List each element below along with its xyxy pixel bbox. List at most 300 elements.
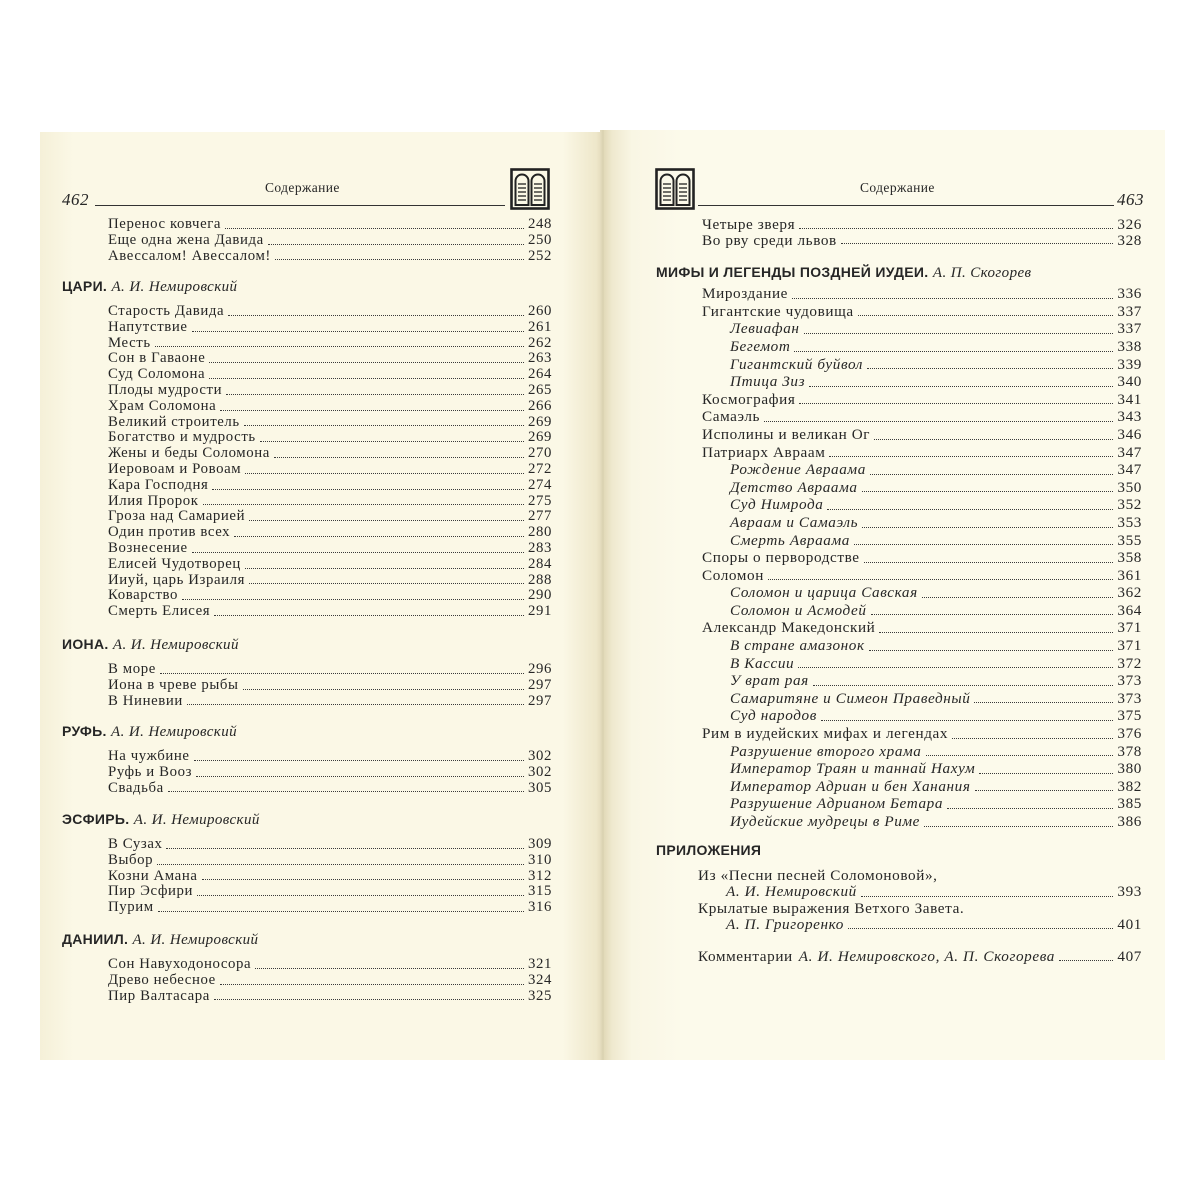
dot-leader	[798, 667, 1113, 668]
dot-leader	[862, 491, 1114, 492]
entry-page-number: 252	[528, 247, 552, 264]
dot-leader	[274, 457, 524, 458]
entry-page-number: 290	[528, 587, 552, 604]
dot-leader	[794, 351, 1113, 352]
toc-subentry	[656, 320, 1142, 338]
toc-entry	[62, 336, 552, 352]
page-number: 463	[1117, 190, 1144, 209]
entry-page-number: 352	[1117, 496, 1142, 514]
entry-title: Пир Эсфири	[108, 883, 194, 900]
toc-subentry	[656, 655, 1142, 673]
toc-entry	[62, 781, 552, 797]
entry-page-number: 355	[1117, 531, 1142, 549]
entry-page-number: 371	[1117, 619, 1142, 637]
toc-entry	[656, 549, 1142, 567]
toc-entry	[62, 765, 552, 781]
dot-leader	[158, 911, 524, 912]
toc-section-appendices	[656, 842, 1142, 965]
entry-author: А. И. Немировский	[726, 883, 857, 901]
entry-title: Еще одна жена Давида	[108, 231, 264, 248]
entry-page-number: 401	[1117, 915, 1142, 933]
entry-page-number: 339	[1117, 355, 1142, 373]
entry-title: Старость Давида	[108, 303, 225, 319]
entry-page-number: 350	[1117, 478, 1142, 496]
dot-leader	[813, 685, 1114, 686]
toc-entry	[62, 588, 552, 604]
dot-leader	[922, 597, 1114, 598]
entry-page-number: 270	[528, 445, 552, 462]
entry-title: Коварство	[108, 587, 179, 604]
entry-title: Патриарх Авраам	[702, 443, 826, 461]
entry-title: Перенос ковчега	[108, 216, 222, 232]
toc-entry	[656, 426, 1142, 444]
dot-leader	[245, 568, 524, 569]
dot-leader	[926, 755, 1114, 756]
left-page	[40, 132, 602, 1060]
toc-entry	[62, 678, 552, 694]
entry-title: Иона в чреве рыбы	[108, 676, 239, 693]
entry-page-number: 371	[1117, 637, 1142, 655]
appendix-entry-author-line	[656, 884, 1142, 900]
entry-title: Один против всех	[108, 524, 231, 541]
section-heading	[62, 278, 552, 294]
entry-page-number: 291	[528, 603, 552, 620]
entry-page-number: 325	[528, 987, 552, 1004]
toc-section-esther	[62, 811, 552, 916]
dot-leader	[268, 244, 524, 245]
section-title: ПРИЛОЖЕНИЯ	[656, 842, 762, 858]
entry-title: Илия Пророк	[108, 492, 199, 509]
dot-leader	[214, 999, 524, 1000]
entry-title: Иеровоам и Ровоам	[108, 460, 242, 477]
entry-page-number: 297	[528, 676, 552, 693]
dot-leader	[182, 599, 524, 600]
toc-entry	[62, 320, 552, 336]
toc-entry	[656, 217, 1142, 233]
entry-page-number: 364	[1117, 601, 1142, 619]
section-author: А. И. Немировский	[111, 279, 238, 295]
dot-leader	[974, 702, 1113, 703]
section-heading	[62, 723, 552, 739]
toc-entry	[62, 557, 552, 573]
toc-subentry	[656, 338, 1142, 356]
dot-leader	[975, 790, 1114, 791]
header-rule	[95, 205, 505, 206]
entry-page-number: 346	[1117, 425, 1142, 443]
entry-page-number: 386	[1117, 813, 1142, 830]
section-heading	[656, 842, 1142, 858]
entry-page-number: 316	[528, 899, 552, 916]
toc-entry	[62, 233, 552, 249]
entry-page-number: 373	[1117, 672, 1142, 690]
toc-entry	[656, 391, 1142, 409]
toc-subentry	[656, 584, 1142, 602]
entry-page-number: 264	[528, 366, 552, 383]
entry-page-number: 347	[1117, 443, 1142, 461]
dot-leader	[245, 473, 524, 474]
entry-title: На чужбине	[108, 748, 190, 764]
toc-subentry	[656, 602, 1142, 620]
dot-leader	[209, 378, 524, 379]
toc-entry	[62, 541, 552, 557]
dot-leader	[168, 791, 524, 792]
entry-title: В море	[108, 661, 156, 677]
toc-subentry	[656, 707, 1142, 725]
entry-title: Пир Валтасара	[108, 987, 210, 1004]
entry-title: Суд народов	[730, 707, 817, 725]
toc-group-daniel-continued	[656, 217, 1142, 248]
dot-leader	[871, 614, 1114, 615]
entry-title: Иудейские мудрецы в Риме	[730, 813, 921, 830]
entry-title: Сон в Гаваоне	[108, 350, 206, 367]
section-title: ИОНА.	[62, 636, 109, 652]
dot-leader	[768, 579, 1113, 580]
entry-title: Мироздание	[702, 285, 789, 303]
entry-title: Вознесение	[108, 539, 188, 556]
dot-leader	[249, 520, 524, 521]
dot-leader	[203, 504, 524, 505]
entry-page-number: 315	[528, 883, 552, 900]
entry-page-number: 385	[1117, 795, 1142, 813]
entry-title: Свадьба	[108, 779, 164, 796]
toc-subentry	[656, 690, 1142, 708]
entry-title: Бегемот	[730, 337, 791, 355]
dot-leader	[1059, 960, 1113, 961]
toc-entry	[62, 837, 552, 853]
dot-leader	[827, 509, 1113, 510]
toc-subentry	[656, 532, 1142, 550]
toc-section-late-judea-myths	[656, 264, 1142, 831]
toc-entry	[62, 973, 552, 989]
entry-page-number: 284	[528, 555, 552, 572]
toc-entry	[62, 604, 552, 620]
section-heading	[62, 811, 552, 827]
entry-title: Соломон и Асмодей	[730, 601, 867, 619]
toc-entry	[62, 957, 552, 973]
entry-page-number: 275	[528, 492, 552, 509]
toc-section-ruth	[62, 723, 552, 796]
entry-page-number: 343	[1117, 408, 1142, 426]
entry-title: Козни Амана	[108, 867, 198, 884]
toc-entry	[62, 367, 552, 383]
dot-leader	[220, 410, 524, 411]
section-author: А. И. Немировский	[132, 932, 259, 948]
toc-entry	[62, 217, 552, 233]
entry-title: Великий строитель	[108, 413, 240, 430]
section-author: А. П. Скогорев	[932, 265, 1032, 281]
appendix-entry-author-line	[656, 917, 1142, 933]
dot-leader	[809, 386, 1113, 387]
entry-title: Смерть Елисея	[108, 603, 211, 620]
entry-title: Богатство и мудрость	[108, 429, 256, 446]
entry-page-number: 310	[528, 851, 552, 868]
toc-section-kings	[62, 278, 552, 620]
dot-leader	[220, 984, 524, 985]
dot-leader	[194, 760, 524, 761]
entry-title: Плоды мудрости	[108, 381, 223, 398]
toc-subentry	[656, 637, 1142, 655]
dot-leader	[947, 808, 1113, 809]
toc-entry	[656, 233, 1142, 249]
toc-entry	[62, 525, 552, 541]
entry-title: Древо небесное	[108, 971, 216, 988]
comments-authors: А. И. Немировского, А. П. Скогорева	[798, 947, 1056, 965]
entry-page-number: 296	[528, 661, 552, 677]
entry-page-number: 382	[1117, 777, 1142, 795]
dot-leader	[821, 720, 1114, 721]
toc-entry	[62, 399, 552, 415]
section-author: А. И. Немировский	[112, 637, 239, 653]
entry-page-number: 380	[1117, 760, 1142, 778]
toc-entry	[62, 694, 552, 710]
entry-page-number: 321	[528, 956, 552, 972]
section-author: А. И. Немировский	[133, 812, 260, 828]
entry-title: Разрушение Адрианом Бетара	[730, 795, 944, 813]
dot-leader	[202, 879, 524, 880]
toc-entry	[62, 989, 552, 1005]
entry-page-number: 337	[1117, 302, 1142, 320]
entry-title: Ииуй, царь Израиля	[108, 571, 246, 588]
toc-subentry	[656, 672, 1142, 690]
dot-leader	[260, 441, 524, 442]
entry-title: В Кассии	[730, 654, 795, 672]
running-header-title: Содержание	[265, 180, 340, 195]
entry-page-number: 272	[528, 460, 552, 477]
toc-entry	[62, 853, 552, 869]
entry-page-number: 309	[528, 836, 552, 852]
toc-entry	[62, 573, 552, 589]
book-tablets-icon	[655, 168, 695, 210]
entry-title: Авессалом! Авессалом!	[108, 247, 271, 264]
section-heading	[62, 931, 552, 947]
dot-leader	[848, 928, 1113, 929]
toc-subentry	[656, 356, 1142, 374]
dot-leader	[234, 536, 524, 537]
toc-entry	[62, 749, 552, 765]
dot-leader	[841, 243, 1114, 244]
entry-title: Александр Македонский	[702, 619, 876, 637]
entry-page-number: 347	[1117, 461, 1142, 479]
entry-page-number: 269	[528, 413, 552, 430]
page-number: 462	[62, 190, 89, 209]
toc-entry	[62, 249, 552, 265]
dot-leader	[243, 689, 524, 690]
entry-title: Самаритяне и Симеон Праведный	[730, 689, 971, 707]
entry-page-number: 250	[528, 231, 552, 248]
dot-leader	[157, 864, 524, 865]
entry-page-number: 324	[528, 971, 552, 988]
entry-title: У врат рая	[730, 672, 809, 690]
entry-page-number: 336	[1117, 285, 1142, 303]
entry-page-number: 341	[1117, 390, 1142, 408]
toc-subentry	[656, 795, 1142, 813]
entry-title: Гроза над Самарией	[108, 508, 246, 525]
toc-subentry	[656, 373, 1142, 391]
entry-title: Исполины и великан Ог	[702, 425, 871, 443]
entry-title: Разрушение второго храма	[730, 742, 922, 760]
dot-leader	[858, 315, 1114, 316]
dot-leader	[196, 776, 524, 777]
dot-leader	[854, 544, 1113, 545]
dot-leader	[192, 552, 524, 553]
dot-leader	[244, 425, 524, 426]
toc-subentry	[656, 813, 1142, 831]
toc-entry	[62, 383, 552, 399]
entry-title: Руфь и Вооз	[108, 763, 193, 780]
entry-title: Самаэль	[702, 408, 761, 426]
toc-entry	[656, 408, 1142, 426]
toc-entry	[656, 303, 1142, 321]
entry-title: Напутствие	[108, 318, 188, 335]
comments-title: Комментарии	[698, 947, 793, 965]
entry-title: Кара Господня	[108, 476, 209, 493]
entry-page-number: 280	[528, 524, 552, 541]
entry-title: В стране амазонок	[730, 637, 865, 655]
toc-subentry	[656, 778, 1142, 796]
entry-title: Птица Зиз	[730, 373, 806, 391]
entry-page-number: 353	[1117, 513, 1142, 531]
dot-leader	[228, 315, 524, 316]
entry-page-number: 312	[528, 867, 552, 884]
dot-leader	[255, 968, 524, 969]
dot-leader	[861, 896, 1114, 897]
dot-leader	[864, 562, 1114, 563]
dot-leader	[874, 439, 1113, 440]
dot-leader	[979, 773, 1113, 774]
dot-leader	[212, 489, 524, 490]
dot-leader	[187, 704, 524, 705]
toc-group-continued	[62, 217, 552, 264]
toc-entry	[62, 304, 552, 320]
toc-section-jonah	[62, 636, 552, 709]
entry-page-number: 372	[1117, 654, 1142, 672]
dot-leader	[792, 298, 1113, 299]
entry-title: Космография	[702, 390, 796, 408]
entry-title: Храм Соломона	[108, 397, 217, 414]
entry-page-number: 302	[528, 748, 552, 764]
dot-leader	[214, 615, 524, 616]
entry-page-number: 305	[528, 779, 552, 796]
toc-entry	[62, 662, 552, 678]
entry-page-number: 297	[528, 692, 552, 709]
entry-page-number: 375	[1117, 707, 1142, 725]
entry-page-number: 328	[1117, 231, 1142, 249]
entry-page-number: 265	[528, 381, 552, 398]
toc-entry	[656, 619, 1142, 637]
entry-author: А. П. Григоренко	[726, 915, 844, 933]
entry-title: Сон Навуходоносора	[108, 956, 252, 972]
entry-title: Месть	[108, 334, 151, 351]
entry-page-number: 263	[528, 350, 552, 367]
entry-title: Левиафан	[730, 320, 800, 338]
toc-subentry	[656, 514, 1142, 532]
toc-entry	[62, 462, 552, 478]
entry-title: Выбор	[108, 851, 154, 868]
dot-leader	[867, 368, 1113, 369]
entry-page-number: 260	[528, 303, 552, 319]
entry-title: Жены и беды Соломона	[108, 445, 270, 462]
entry-title: Во рву среди львов	[702, 231, 837, 249]
dot-leader	[879, 632, 1113, 633]
entry-title: Елисей Чудотворец	[108, 555, 241, 572]
dot-leader	[226, 394, 524, 395]
entry-title: Четыре зверя	[702, 216, 796, 233]
dot-leader	[799, 228, 1113, 229]
section-title: ЭСФИРЬ.	[62, 811, 130, 827]
section-title: МИФЫ И ЛЕГЕНДЫ ПОЗДНЕЙ ИУДЕИ.	[656, 264, 929, 280]
toc-entry	[656, 444, 1142, 462]
toc-subentry	[656, 479, 1142, 497]
entry-page-number: 277	[528, 508, 552, 525]
dot-leader	[924, 826, 1113, 827]
entry-page-number: 248	[528, 216, 552, 232]
entry-page-number: 283	[528, 539, 552, 556]
toc-entry	[62, 430, 552, 446]
entry-title: Суд Соломона	[108, 366, 206, 383]
entry-page-number: 326	[1117, 216, 1142, 233]
entry-page-number: 269	[528, 429, 552, 446]
dot-leader	[952, 738, 1113, 739]
toc-entry	[62, 869, 552, 885]
toc-section-daniel	[62, 931, 552, 1004]
running-header-title: Содержание	[860, 180, 935, 195]
entry-page-number: 340	[1117, 373, 1142, 391]
entry-title: Смерть Авраама	[730, 531, 850, 549]
entry-title: Император Адриан и бен Ханания	[730, 777, 971, 795]
dot-leader	[197, 895, 524, 896]
entry-page-number: 288	[528, 571, 552, 588]
dot-leader	[166, 848, 524, 849]
entry-page-number: 274	[528, 476, 552, 493]
entry-page-number: 376	[1117, 725, 1142, 743]
toc-subentry	[656, 461, 1142, 479]
book-tablets-icon	[510, 168, 550, 210]
entry-page-number: 393	[1117, 883, 1142, 901]
comments-entry	[656, 949, 1142, 965]
dot-leader	[192, 331, 524, 332]
toc-entry	[62, 415, 552, 431]
dot-leader	[155, 346, 524, 347]
entry-page-number: 358	[1117, 549, 1142, 567]
appendix-entry	[656, 901, 1142, 934]
section-author: А. И. Немировский	[111, 724, 238, 740]
dot-leader	[799, 403, 1113, 404]
dot-leader	[804, 333, 1114, 334]
entry-title: Авраам и Самаэль	[730, 513, 859, 531]
toc-entry	[62, 494, 552, 510]
dot-leader	[275, 259, 524, 260]
toc-entry	[656, 285, 1142, 303]
dot-leader	[209, 362, 524, 363]
toc-subentry	[656, 743, 1142, 761]
toc-entry	[62, 509, 552, 525]
right-page	[604, 130, 1165, 1060]
entry-page-number: 373	[1117, 689, 1142, 707]
entry-title: Гигантский буйвол	[730, 355, 863, 373]
toc-subentry	[656, 760, 1142, 778]
entry-page-number: 362	[1117, 584, 1142, 602]
dot-leader	[764, 421, 1113, 422]
entry-page-number: 338	[1117, 337, 1142, 355]
entry-page-number: 378	[1117, 742, 1142, 760]
appendix-entry-title: Из «Песни песней Соломоновой»,	[698, 866, 938, 884]
section-title: ЦАРИ.	[62, 278, 108, 294]
entry-page-number: 302	[528, 763, 552, 780]
entry-title: В Ниневии	[108, 692, 183, 709]
toc-entry	[656, 725, 1142, 743]
entry-page-number: 266	[528, 397, 552, 414]
dot-leader	[869, 650, 1114, 651]
